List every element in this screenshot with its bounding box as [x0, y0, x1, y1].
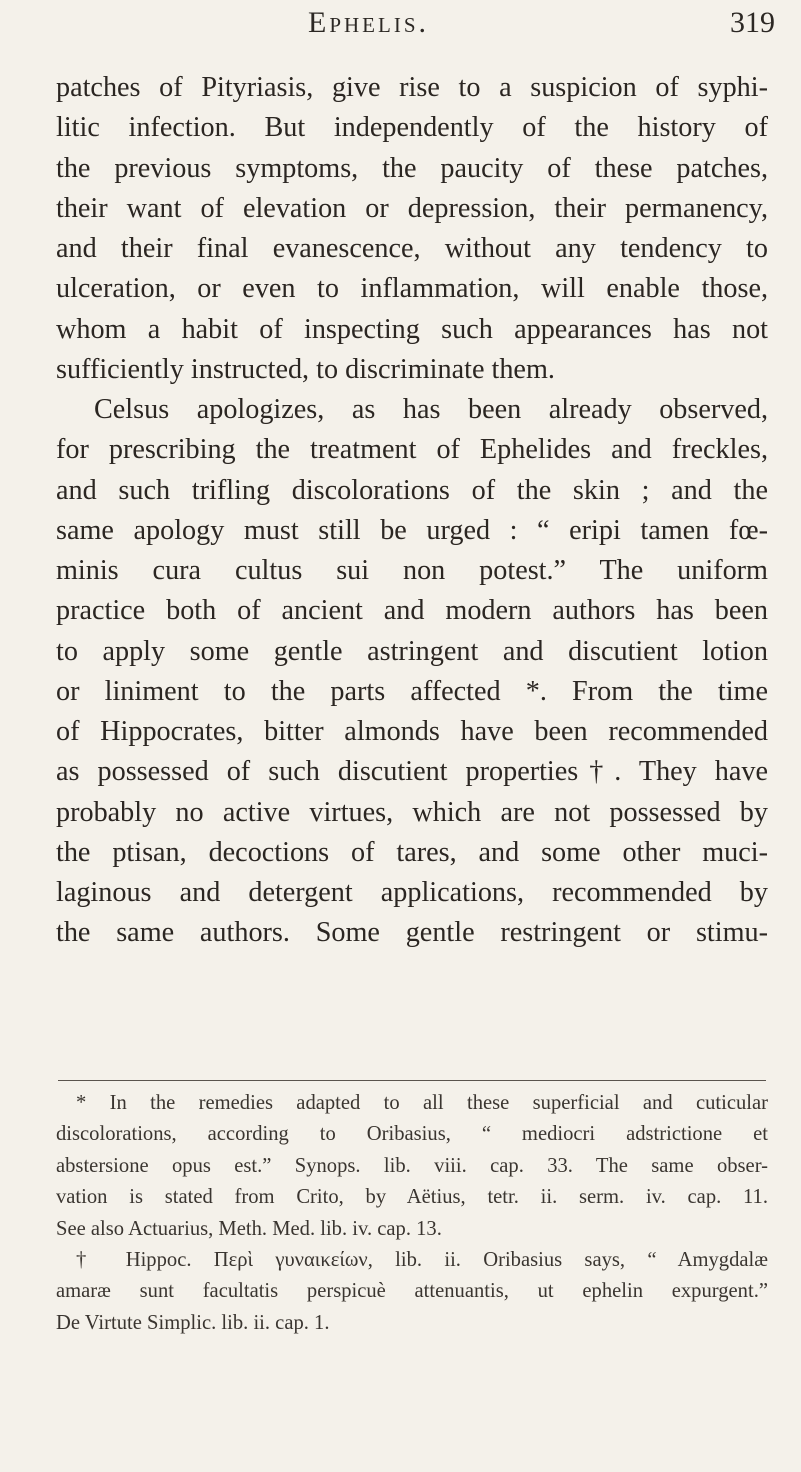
body-text: [56, 68, 768, 954]
text-line: of Hippocrates, bitter almonds have been recommended: [56, 716, 768, 747]
page-header: [0, 6, 801, 46]
footnotes: [56, 1088, 768, 1339]
footnote-line: † Hippoc. Περὶ γυναικείων, lib. ii. Oribasius says, “ Amygdalæ: [76, 1248, 768, 1271]
text-line: for prescribing the treatment of Ephelides and freckles,: [56, 434, 768, 466]
text-line: sufficiently instructed, to discriminate them.: [56, 353, 555, 385]
text-line: practice both of ancient and modern authors has been: [56, 595, 768, 627]
text-line: the same authors. Some gentle restringent or stimu-: [56, 917, 768, 949]
text-line: laginous and detergent applications, recommended by: [56, 877, 768, 908]
footnote-line: abstersione opus est.” Synops. lib. viii. cap. 33. The same obser-: [56, 1154, 768, 1177]
running-head: Ephelis.: [308, 6, 429, 39]
text-line: probably no active virtues, which are not possessed by: [56, 796, 768, 828]
text-line: their want of elevation or depression, their permanency,: [56, 192, 768, 224]
text-line: whom a habit of inspecting such appearances has not: [56, 313, 768, 345]
footnote-line: discolorations, according to Oribasius, “ mediocri adstrictione et: [56, 1123, 768, 1146]
text-line: and such trifling discolorations of the skin ; and the: [56, 474, 768, 506]
footnote-divider: [58, 1080, 766, 1081]
footnote-line: amaræ sunt facultatis perspicuè attenuantis, ut ephelin expurgent.”: [56, 1280, 768, 1303]
footnote-line: See also Actuarius, Meth. Med. lib. iv. cap. 13.: [56, 1217, 442, 1240]
text-line: the ptisan, decoctions of tares, and some other muci-: [56, 836, 768, 868]
footnote-line: vation is stated from Crito, by Aëtius, tetr. ii. serm. iv. cap. 11.: [56, 1186, 768, 1209]
page-number: 319: [730, 6, 775, 39]
footnote-line: De Virtute Simplic. lib. ii. cap. 1.: [56, 1311, 330, 1334]
text-line: Celsus apologizes, as has been already observed,: [94, 394, 768, 425]
text-line: litic infection. But independently of the history of: [56, 112, 768, 144]
text-line: patches of Pityriasis, give rise to a suspicion of syphi-: [56, 72, 768, 103]
text-line: or liniment to the parts affected *. From the time: [56, 675, 768, 707]
text-line: minis cura cultus sui non potest.” The uniform: [56, 555, 768, 586]
text-line: and their final evanescence, without any tendency to: [56, 233, 768, 264]
footnote-line: * In the remedies adapted to all these superficial and cuticular: [76, 1092, 768, 1114]
text-line: ulceration, or even to inflammation, will enable those,: [56, 273, 768, 305]
text-line: the previous symptoms, the paucity of these patches,: [56, 152, 768, 184]
text-line: same apology must still be urged : “ eripi tamen fœ-: [56, 514, 768, 546]
text-line: to apply some gentle astringent and discutient lotion: [56, 635, 768, 667]
text-line: as possessed of such discutient properties†. They have: [56, 756, 768, 788]
